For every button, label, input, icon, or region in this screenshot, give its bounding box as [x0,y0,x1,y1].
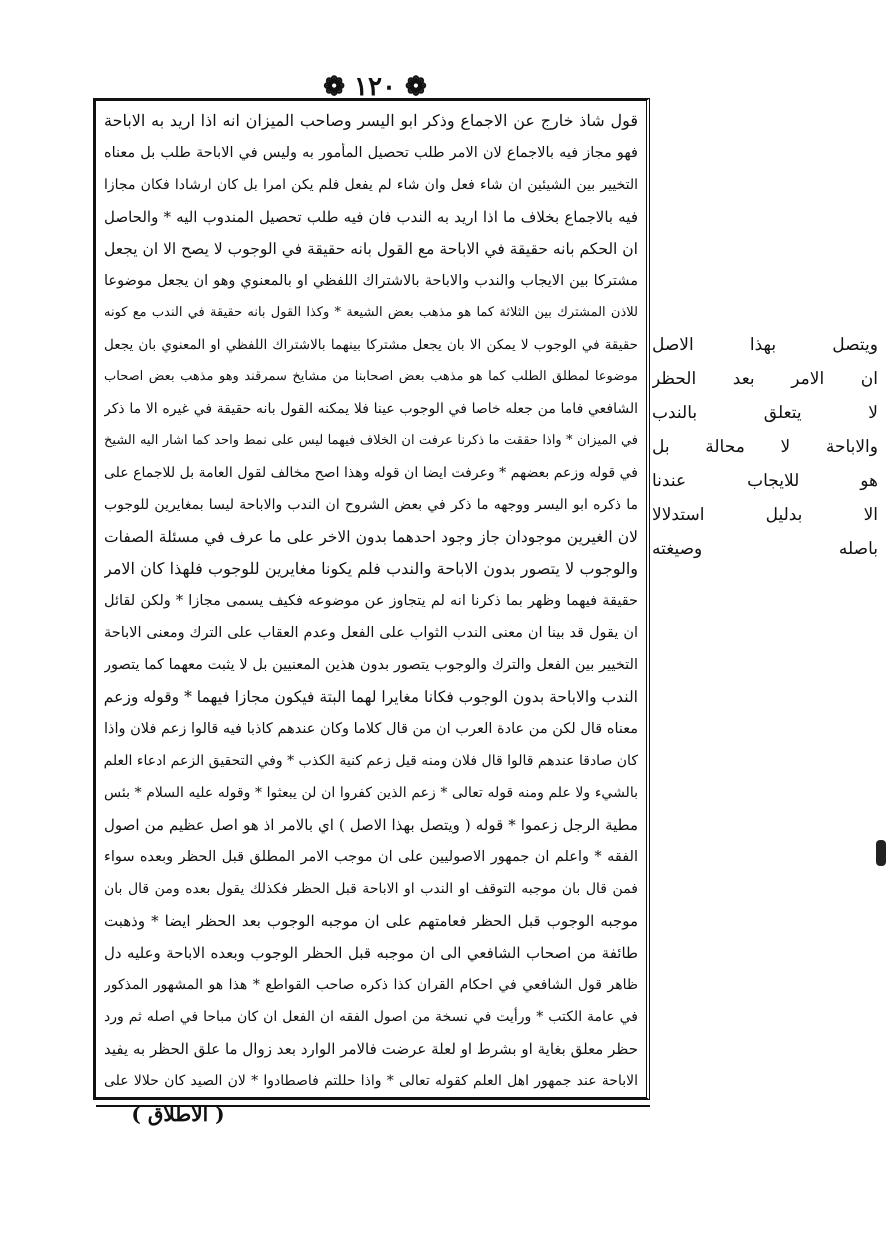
main-text-frame [93,98,650,1100]
text-line: في قوله وزعم بعضهم * وعرفت ايضا ان قوله وهذا اصح مخالف لقول العامة بل للاجماع على [104,465,638,481]
text-line: معناه قال لكن من عادة العرب ان من قال كلاما وكان عندهم كاذبا فيه قالوا زعم فلان واذا [104,721,638,737]
margin-note-line: ويتصل بهذا الاصل [652,335,878,355]
main-text-block [104,111,638,1091]
text-line: طائفة من اصحاب الشافعي الى ان موجبه قبل الحظر الوجوب وبعده الاباحة وعليه دل [104,944,638,962]
text-line: مشتركا بين الايجاب والندب والاباحة بالاشتراك اللفظي او بالمعنوي وهو ان يجعل موضوعا [104,273,638,289]
text-line: الاباحة عند جمهور اهل العلم كقوله تعالى * واذا حللتم فاصطادوا * لان الصيد كان حلالا على [104,1073,638,1089]
text-line: والوجوب لا يتصور بدون الاباحة والندب فلم يكونا مغايرين للوجوب فلهذا كان الامر [104,559,638,578]
text-line: التخيير بين الشيئين ان شاء فعل وان شاء لم يفعل فلم يكن امرا بل كان ارشادا فكان مجازا [104,177,638,193]
text-line: في عامة الكتب * ورأيت في نسخة من اصول الفقه ان الفعل ان كان مباحا في اصله ثم ورد [104,1009,638,1025]
margin-note-line: والاباحة لا محالة بل [652,437,878,457]
catchword: ( الاطلاق ) [131,1102,225,1126]
margin-note-line: هو للايجاب عندنا [652,471,878,491]
text-line: فيه بالاجماع بخلاف ما اذا اريد به الندب فان فيه طلب تحصيل المندوب اليه * والحاصل [104,208,638,226]
text-line: لان الغيرين موجودان جاز وجود احدهما بدون الاخر على ما عرف في مسئلة الصفات [104,528,638,546]
text-line: بالشيء ولا علم ومنه قوله تعالى * زعم الذين كفروا ان لن يبعثوا * وقوله عليه السلام * بئس [104,785,638,801]
text-line: ما ذكره ابو اليسر ووجهه ما ذكر في بعض الشروح ان الندب والاباحة ليسا بمغايرين للوجوب [104,497,638,513]
text-line: حظر معلق بغاية او بشرط او لعلة عرضت فالامر الوارد بعد زوال ما علق الحظر به يفيد [104,1040,638,1058]
text-line: الندب والاباحة بدون الوجوب فكانا مغايرا لهما البتة فيكون مجازا فيهما * وقوله وزعم [104,688,638,706]
text-line: موجبه الوجوب قبل الحظر فعامتهم على ان موجبه الوجوب بعد الحظر ايضا * وذهبت [104,912,638,930]
margin-note-line: ان الامر بعد الحظر [652,369,878,389]
margin-note-line: لا يتعلق بالندب [652,403,878,423]
page-number: ❁ ١٢٠ ❁ [323,72,427,102]
text-line: ان الحكم بانه حقيقة في الاباحة مع القول بانه حقيقة في الوجوب لا يصح الا ان يجعل [104,240,638,258]
text-line: ان يقول قد بينا ان معنى الندب الثواب على الفعل وعدم العقاب على الترك ومعنى الاباحة [104,625,638,641]
text-line: الشافعي فاما من جعله خاصا في الوجوب عينا فلا يمكنه القول بانه حقيقة في غيره الا ما ذكر [104,401,638,417]
text-line: للاذن المشترك بين الثلاثة كما هو مذهب بعض الشيعة * وكذا القول بانه حقيقة في الندب مع كونه [104,305,638,320]
text-line: التخيير بين الفعل والترك والوجوب يتصور بدون هذين المعنيين بل لا يثبت معهما كما يتصور [104,657,638,673]
margin-note-line: الا بدليل استدلالا [652,505,878,525]
text-line: مطية الرجل زعموا * قوله ( ويتصل بهذا الاصل ) اي بالامر اذ هو اصل عظيم من اصول [104,816,638,834]
text-line: حقيقة فيهما وظهر بما ذكرنا انه لم يتجاوز عن موضوعه فكيف يسمى مجازا * ولكن لقائل [104,593,638,609]
text-line: حقيقة في الوجوب لا يمكن الا بان يجعل مشتركا بينهما بالاشتراك اللفظي او المعنوي بان يجعل [104,337,638,353]
text-line: فهو مجاز فيه بالاجماع لان الامر طلب تحصيل المأمور به وليس في الاباحة طلب بل معناه [104,145,638,161]
text-line: الفقه * واعلم ان جمهور الاصوليين على ان موجب الامر المطلق قبل الحظر وبعده سواء [104,849,638,865]
text-line: قول شاذ خارج عن الاجماع وذكر ابو اليسر وصاحب الميزان انه اذا اريد به الاباحة [104,111,638,130]
page-edge-mark [876,840,886,866]
text-line: ظاهر قول الشافعي في احكام القران كذا ذكره صاحب القواطع * هذا هو المشهور المذكور [104,977,638,993]
text-line: موضوعا لمطلق الطلب كما هو مذهب بعض اصحابنا من مشايخ سمرقند وهو مذهب بعض اصحاب [104,369,638,384]
margin-note-line: باصله وصيغته [652,539,878,559]
text-line: في الميزان * واذا حققت ما ذكرنا عرفت ان الخلاف فيهما ليس على نمط واحد كما اشار اليه الشيخ [104,433,638,448]
text-line: كان صادقا عندهم قالوا قال فلان ومنه قيل زعم كنية الكذب * وفي التحقيق الزعم ادعاء العلم [104,753,638,769]
margin-note [652,332,878,563]
text-line: فمن قال بان موجبه التوقف او الندب او الاباحة قبل الحظر فكذلك يقول بعده ومن قال بان [104,881,638,897]
